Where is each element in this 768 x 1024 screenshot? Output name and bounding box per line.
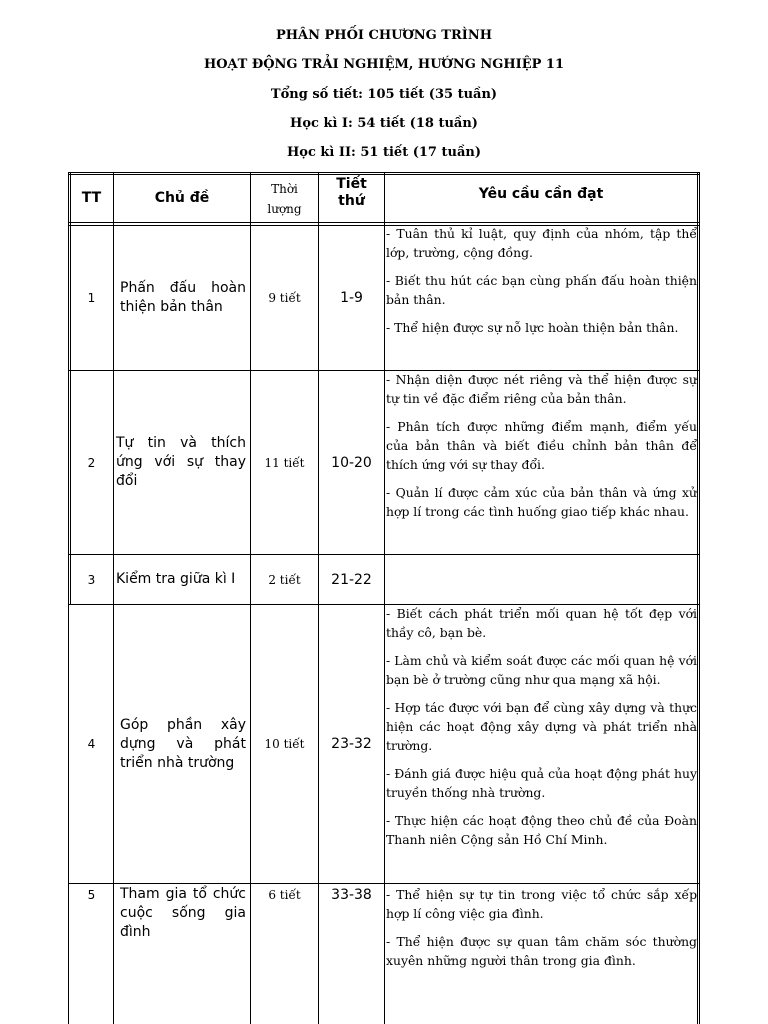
row-1-duration: 9 tiết <box>268 291 301 305</box>
row-5-topic: Tham gia tổ chức cuộc sống gia đình <box>120 886 246 940</box>
row-1-number: 1 <box>87 291 96 305</box>
row-2-periods: 10-20 <box>331 454 372 471</box>
requirement-item: - Thực hiện các hoạt động theo chủ đề của Đoàn Thanh niên Cộng sản Hồ Chí Minh. <box>386 813 697 847</box>
row-3-number: 3 <box>87 572 96 587</box>
row-2-requirements <box>386 370 697 521</box>
row-1-requirements <box>386 224 697 337</box>
row-5-number: 5 <box>87 888 96 902</box>
row-4-topic: Góp phần xây dựng và phát triển nhà trường <box>120 716 246 771</box>
requirement-item: - Thể hiện được sự quan tâm chăm sóc thường xuyên những người thân trong gia đình. <box>386 934 697 968</box>
row-5-duration: 6 tiết <box>268 888 301 902</box>
column-header-period: Tiết thứ <box>336 176 367 209</box>
row-2-topic: Tự tin và thích ứng với sự thay đổi <box>116 435 246 489</box>
row-1-periods: 1-9 <box>340 290 363 306</box>
requirement-item: - Đánh giá được hiệu quả của hoạt động phát huy truyền thống nhà trường. <box>386 766 697 800</box>
row-3-duration: 2 tiết <box>268 572 301 587</box>
requirement-item: - Quản lí được cảm xúc của bản thân và ứng xử hợp lí trong các tình huống giao tiếp khác nhau. <box>386 485 697 519</box>
row-4-duration: 10 tiết <box>264 737 305 751</box>
row-4-requirements <box>386 604 697 849</box>
row-3-topic: Kiểm tra giữa kì I <box>116 571 236 587</box>
row-4-number: 4 <box>87 737 96 751</box>
requirement-item: - Hợp tác được với bạn để cùng xây dựng và thực hiện các hoạt động xây dựng và phát triển nhà trường. <box>386 700 697 753</box>
row-1-topic: Phấn đấu hoàn thiện bản thân <box>120 280 246 315</box>
subject-title: HOẠT ĐỘNG TRẢI NGHIỆM, HƯỚNG NGHIỆP 11 <box>203 57 565 72</box>
requirement-item: - Làm chủ và kiểm soát được các mối quan hệ với bạn bè ở trường cũng như qua mạng xã hội. <box>386 653 697 687</box>
requirement-item: - Nhận diện được nét riêng và thể hiện được sự tự tin về đặc điểm riêng của bản thân. <box>386 372 697 406</box>
total-periods: Tổng số tiết: 105 tiết (35 tuần) <box>270 87 498 102</box>
column-header-duration: Thời lượng <box>267 181 302 216</box>
program-table <box>68 172 700 1024</box>
row-2-number: 2 <box>87 455 96 470</box>
column-header-requirements: Yêu cầu cần đạt <box>478 185 604 202</box>
semester-1-periods: Học kì I: 54 tiết (18 tuần) <box>290 116 478 131</box>
requirement-item: - Thể hiện sự tự tin trong việc tổ chức sắp xếp hợp lí công việc gia đình. <box>386 887 697 921</box>
row-3-periods: 21-22 <box>331 571 372 588</box>
program-title: PHÂN PHỐI CHƯƠNG TRÌNH <box>275 28 493 43</box>
requirement-item: - Phân tích được những điểm mạnh, điểm yếu của bản thân và biết điều chỉnh bản thân để thích ứng với sự thay đổi. <box>386 419 697 472</box>
row-5-periods: 33-38 <box>331 887 372 903</box>
column-header-tt: TT <box>81 190 102 206</box>
requirement-item: - Tuân thủ kỉ luật, quy định của nhóm, tập thể lớp, trường, cộng đồng. <box>386 226 697 260</box>
requirement-item: - Thể hiện được sự nỗ lực hoàn thiện bản thân. <box>386 320 679 335</box>
column-header-topic: Chủ đề <box>154 190 210 206</box>
row-4-periods: 23-32 <box>331 736 372 752</box>
requirement-item: - Biết cách phát triển mối quan hệ tốt đẹp với thầy cô, bạn bè. <box>386 606 697 640</box>
semester-2-periods: Học kì II: 51 tiết (17 tuần) <box>287 145 481 160</box>
row-2-duration: 11 tiết <box>264 455 305 470</box>
requirement-item: - Biết thu hút các bạn cùng phấn đấu hoàn thiện bản thân. <box>386 273 697 307</box>
row-5-requirements <box>386 885 697 970</box>
